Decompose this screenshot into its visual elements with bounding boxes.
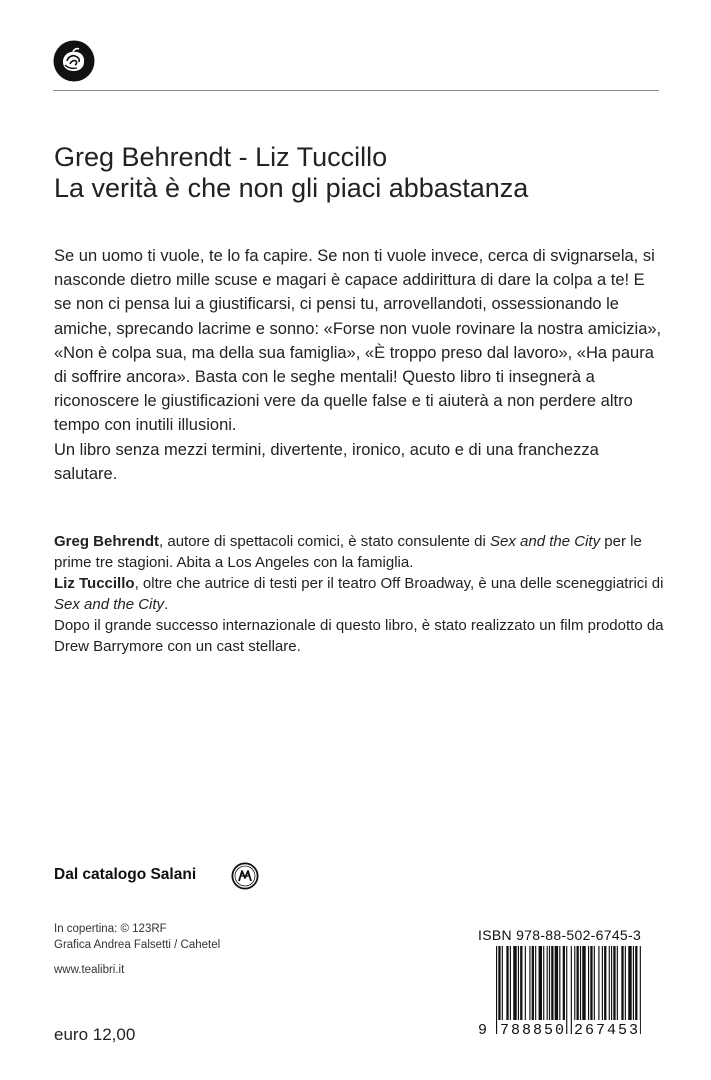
catalog-label: Dal catalogo Salani [54, 866, 197, 883]
bio-liz [54, 573, 664, 615]
barcode-group2: 267453 [574, 1022, 638, 1038]
barcode-bar [598, 946, 599, 1020]
blurb [54, 244, 664, 486]
bio-text: . [164, 596, 169, 614]
barcode-bar [625, 946, 626, 1020]
barcode [476, 946, 646, 1038]
barcode-bar [604, 946, 606, 1020]
barcode-bar [496, 946, 497, 1034]
film-note: Dopo il grande successo internazionale di questo libro, è stato realizzato un film prodotto da Drew Barrymore con un cast stellare. [54, 617, 664, 656]
barcode-bar [571, 946, 572, 1034]
barcode-bar [549, 946, 550, 1020]
show-title: Sex and the City [490, 533, 601, 550]
salani-emblem-icon [231, 862, 259, 890]
barcode-bar [559, 946, 560, 1020]
barcode-bar [525, 946, 526, 1020]
website: www.tealibri.it [54, 964, 125, 976]
barcode-bar [582, 946, 585, 1020]
cover-credit: In copertina: © 123RF [54, 923, 167, 935]
barcode-bar [588, 946, 589, 1020]
barcode-bar [602, 946, 603, 1020]
barcode-bar [529, 946, 530, 1020]
book-authors: Greg Behrendt - Liz Tuccillo [54, 142, 388, 172]
isbn-label: ISBN 978-88-502-6745-3 [478, 927, 642, 943]
barcode-group1: 788850 [500, 1022, 564, 1038]
barcode-bar [547, 946, 548, 1020]
barcode-first-digit: 9 [478, 1022, 488, 1038]
barcode-bar [518, 946, 519, 1020]
blurb-paragraph: Se un uomo ti vuole, te lo fa capire. Se non ti vuole invece, cerca di svignarsela, si nasconde dietro mille scuse e magari è capace addirittura di dare la colpa a te! E se non ci pensa lui a giustificarsi, ci pensi tu, arrovellandoti, ossessionando le amiche, sprecando lacrime e sonno: «Forse non vuole rovinare la nostra amicizia», «Non è colpa sua, ma della sua famiglia», «È troppo preso dal lavoro», «Ha paura di soffrire ancora». Basta con le seghe mentali! Questo libro ti insegnerà a riconoscere le giustificazioni vere da quelle false e ti aiuterà a non perdere altro tempo con inutili illusioni. [54, 247, 662, 435]
bio-text: , autore di spettacoli comici, è stato consulente di [159, 533, 491, 550]
barcode-bar [574, 946, 575, 1020]
author2-name: Liz Tuccillo [54, 575, 135, 593]
barcode-bar [590, 946, 592, 1020]
barcode-bar [539, 946, 542, 1020]
bio-greg [54, 531, 664, 573]
barcode-bar [628, 946, 631, 1020]
barcode-bar [613, 946, 615, 1020]
credits [54, 921, 220, 978]
author-bios [54, 531, 664, 658]
barcode-bar [510, 946, 511, 1020]
header-divider [53, 90, 659, 91]
blurb-paragraph: Un libro senza mezzi termini, divertente, ironico, acuto e di una franchezza salutare. [54, 440, 599, 483]
title-block [54, 142, 528, 204]
book-title: La verità è che non gli piaci abbastanza [54, 173, 529, 203]
show-title: Sex and the City [54, 596, 165, 614]
bio-text: per le prime tre stagioni. Abita a Los Angeles con la famiglia. [54, 533, 642, 572]
barcode-bar [506, 946, 508, 1020]
price: euro 12,00 [54, 1025, 136, 1044]
barcode-bar [532, 946, 534, 1020]
barcode-bar [563, 946, 565, 1020]
barcode-bar [594, 946, 595, 1020]
rose-icon [53, 40, 95, 82]
barcode-bar [609, 946, 610, 1020]
barcode-bar [617, 946, 618, 1020]
barcode-bar [502, 946, 503, 1020]
barcode-bar [635, 946, 637, 1020]
barcode-bar [621, 946, 623, 1020]
barcode-bar [566, 946, 567, 1034]
barcode-bar [555, 946, 558, 1020]
barcode-bar [577, 946, 579, 1020]
barcode-bar [611, 946, 612, 1020]
author1-name: Greg Behrendt [54, 533, 160, 550]
barcode-bar [513, 946, 516, 1020]
barcode-bar [520, 946, 522, 1020]
bio-text: , oltre che autrice di testi per il teatro Off Broadway, è una delle sceneggiatrici di [134, 575, 664, 593]
barcode-bar [535, 946, 536, 1020]
barcode-bar [633, 946, 634, 1020]
barcode-bar [580, 946, 581, 1020]
design-credit: Grafica Andrea Falsetti / Cahetel [54, 939, 221, 951]
barcode-bar [543, 946, 544, 1020]
barcode-bar [551, 946, 553, 1020]
